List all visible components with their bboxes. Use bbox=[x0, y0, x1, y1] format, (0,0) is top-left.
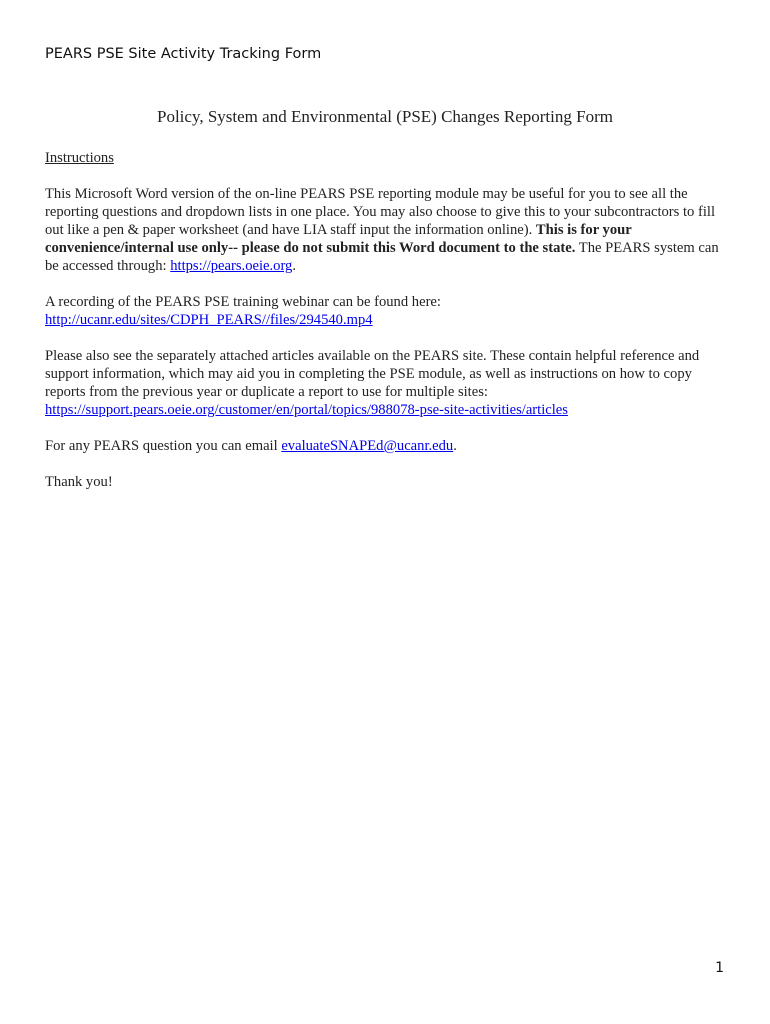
page-header: PEARS PSE Site Activity Tracking Form bbox=[45, 46, 322, 62]
pears-site-link[interactable]: https://pears.oeie.org bbox=[170, 258, 293, 274]
contact-paragraph bbox=[45, 437, 730, 455]
contact-text: For any PEARS question you can email bbox=[45, 438, 282, 454]
articles-text: Please also see the separately attached articles available on the PEARS site. These contain helpful reference and support information, which may aid you in completing the PSE module, as well as instructions on how to copy reports from the previous year or duplicate a report to use for multiple sites: bbox=[45, 348, 700, 400]
intro-text: This Microsoft Word version of the on-line PEARS PSE reporting module may be useful for you to see all the reporting questions and dropdown lists in one place. You may also choose to give this to your subcontractors to fill out like a pen & paper worksheet (and have LIA staff input the information online). bbox=[45, 186, 716, 238]
intro-paragraph bbox=[45, 185, 730, 275]
webinar-paragraph bbox=[45, 293, 730, 329]
instructions-heading: Instructions bbox=[45, 150, 114, 166]
support-articles-link[interactable]: https://support.pears.oeie.org/customer/en/portal/topics/988078-pse-site-activities/articles bbox=[45, 402, 568, 418]
contact-end: . bbox=[453, 438, 457, 454]
document-title: Policy, System and Environmental (PSE) Changes Reporting Form bbox=[157, 107, 613, 126]
page-number: 1 bbox=[715, 960, 724, 976]
contact-email-link[interactable]: evaluateSNAPEd@ucanr.edu bbox=[281, 438, 454, 454]
webinar-text: A recording of the PEARS PSE training webinar can be found here: bbox=[45, 294, 441, 310]
instructions-heading-paragraph bbox=[45, 149, 730, 167]
document-body bbox=[45, 149, 730, 509]
internal-use-warning: This is for your convenience/internal use only-- please do not submit this Word document to the state. bbox=[45, 222, 632, 256]
articles-paragraph bbox=[45, 347, 730, 419]
webinar-recording-link[interactable]: http://ucanr.edu/sites/CDPH_PEARS//files/294540.mp4 bbox=[45, 312, 373, 328]
pears-access-text: The PEARS system can be accessed through: bbox=[45, 240, 719, 274]
intro-end: . bbox=[292, 258, 297, 274]
closing-paragraph bbox=[45, 473, 730, 491]
closing-text: Thank you! bbox=[45, 474, 113, 490]
